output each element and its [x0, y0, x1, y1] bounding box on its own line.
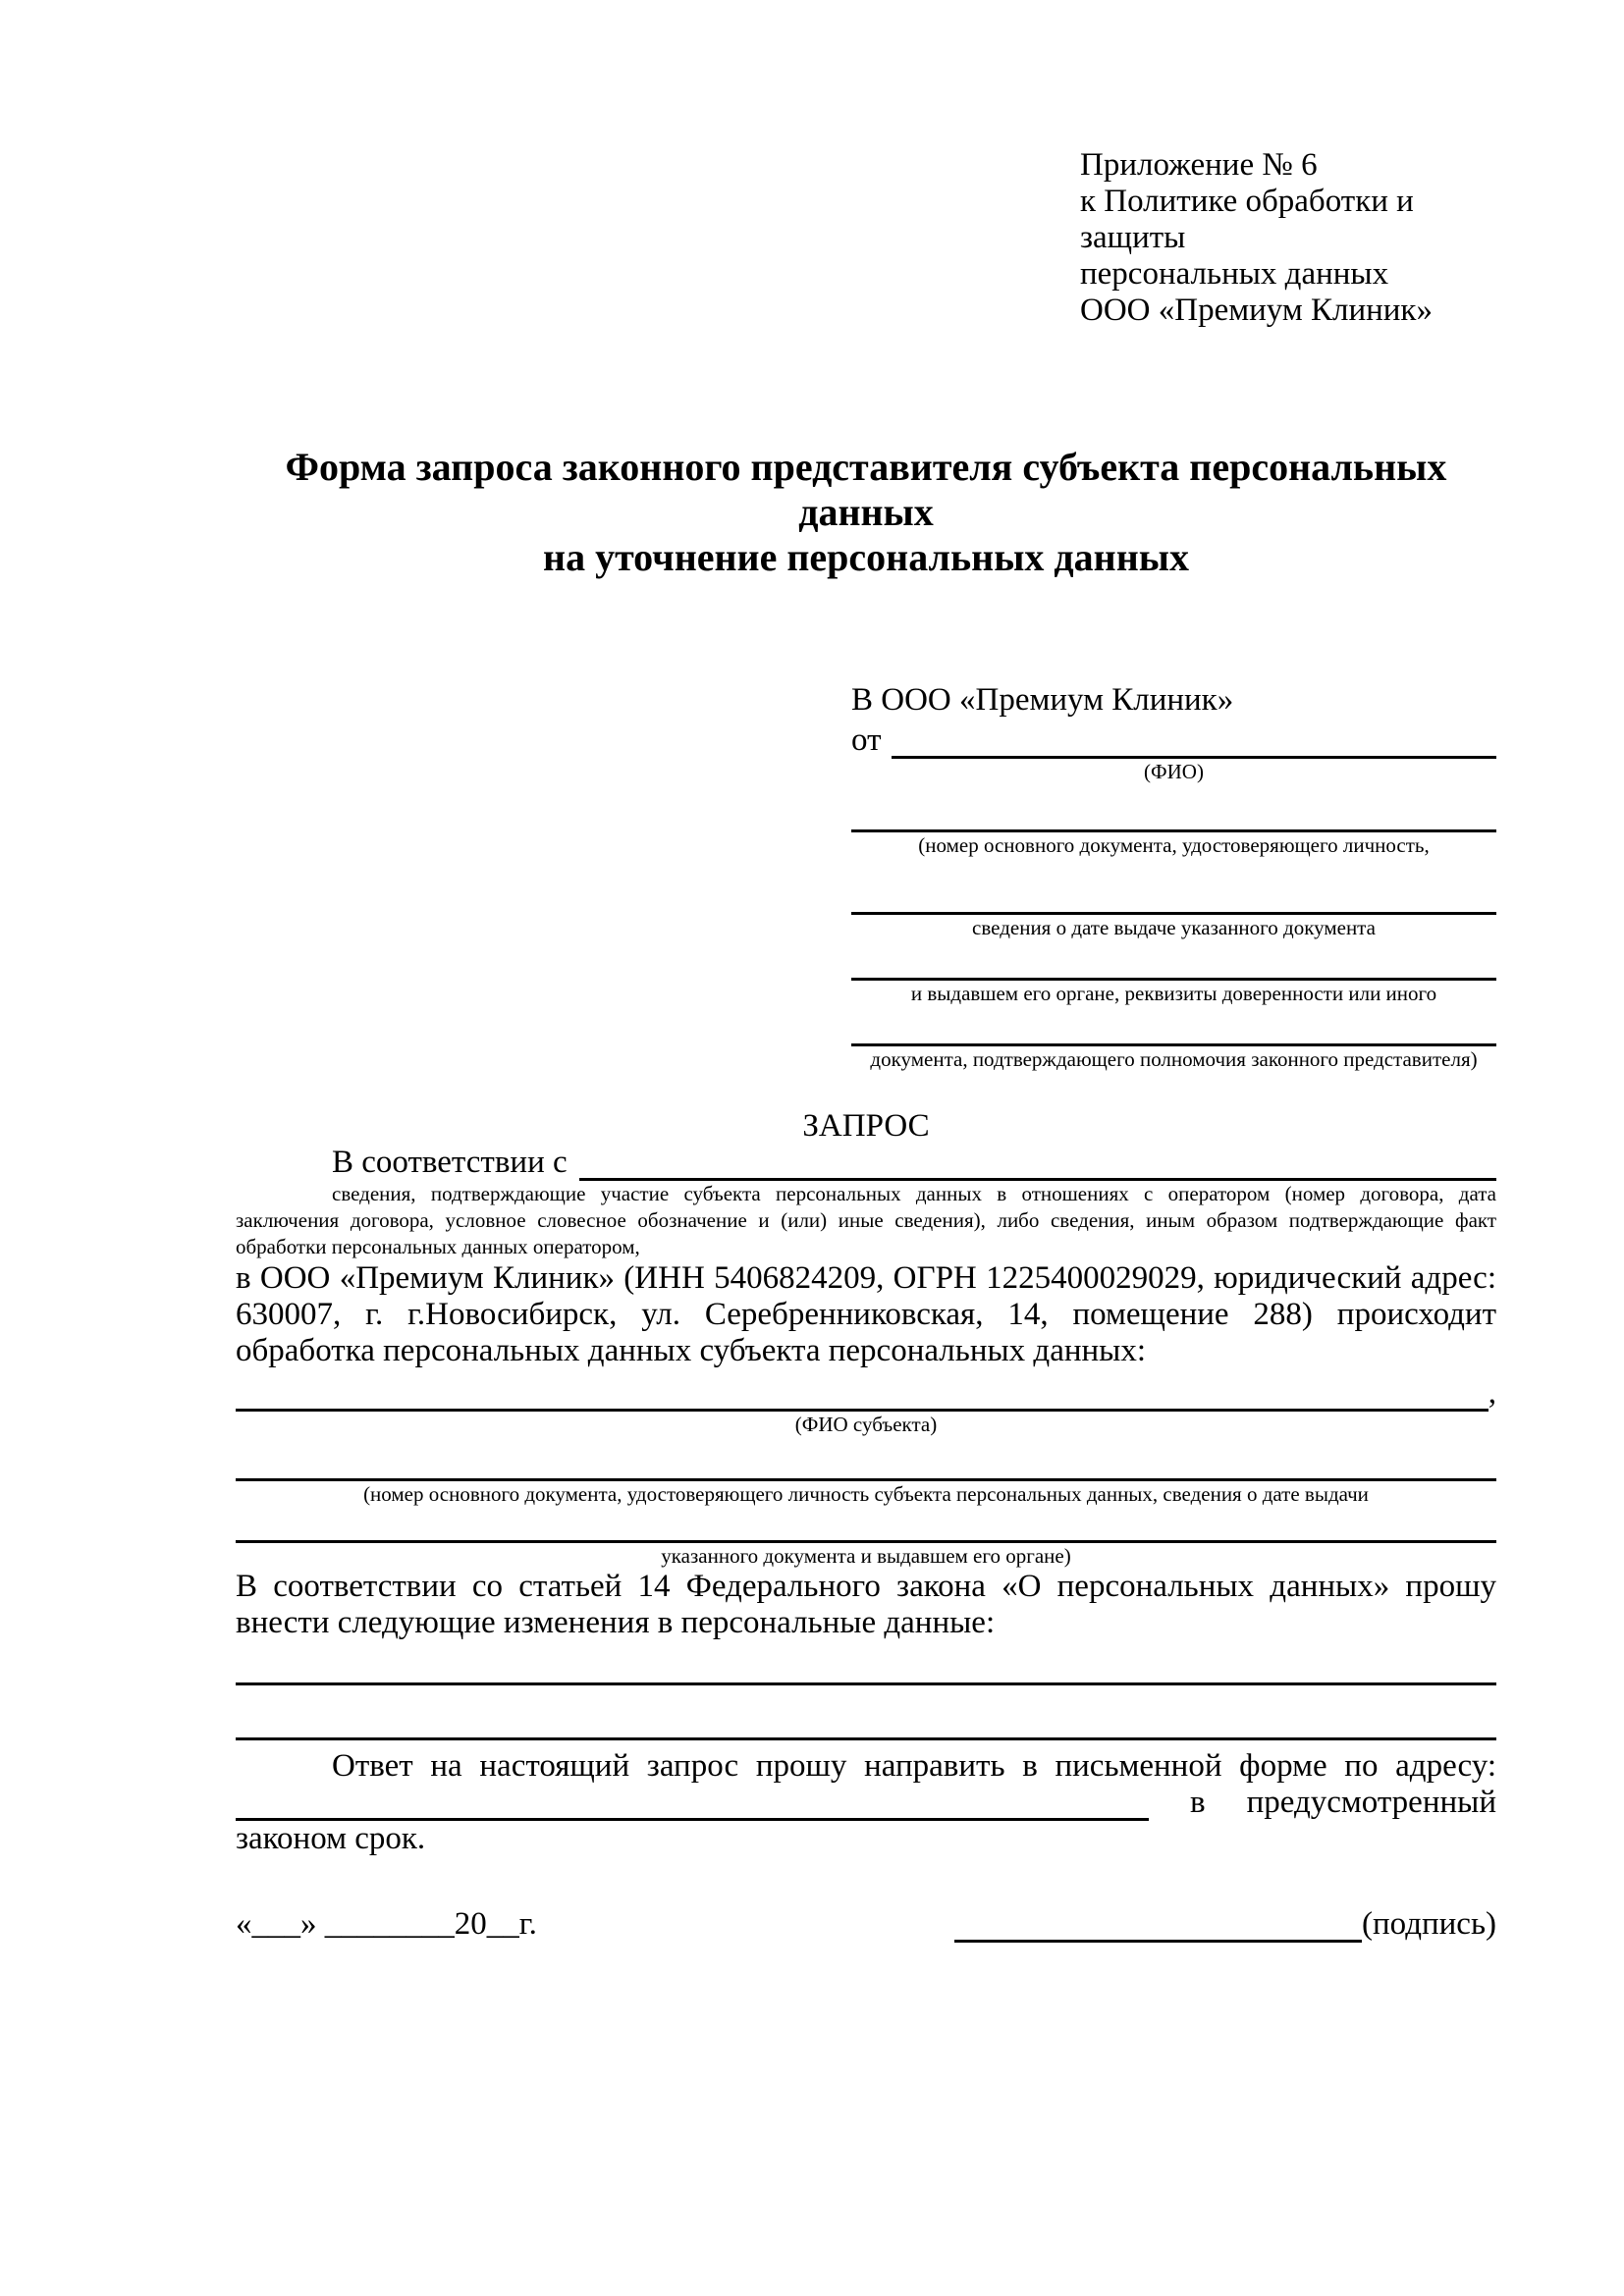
reply-address-line: законом срок. — [236, 1821, 426, 1856]
page-title-line: на уточнение персональных данных — [543, 535, 1189, 579]
subject-doc-field-line — [236, 1507, 1496, 1543]
subject-doc-caption: (номер основного документа, удостоверяющего личность субъекта персональных данных, сведения о дате выдачи — [363, 1482, 1369, 1506]
reply-address-field-line — [236, 1792, 1149, 1821]
representative-doc-field-line — [851, 1006, 1496, 1046]
fio-caption: (ФИО) — [1144, 760, 1204, 783]
subject-fio-caption: (ФИО субъекта) — [794, 1413, 938, 1436]
representative-doc-field-line — [851, 858, 1496, 915]
legal-basis-label: В соответствии с — [332, 1145, 568, 1180]
operator-info-line: в ООО «Премиум Клиник» (ИНН 5406824209, ОГРН 1225400029029, юридический адрес: — [236, 1260, 1496, 1296]
signature-block — [954, 1906, 1496, 1943]
representative-doc-field-line — [851, 784, 1496, 832]
request-heading: ЗАПРОС — [802, 1108, 930, 1144]
reply-address-paragraph — [236, 1748, 1496, 1857]
date-placeholder: «___» ________20__г. — [236, 1906, 537, 1942]
note-line: заключения договора, условное словесное обозначение и (или) иные сведения), либо сведения, иным образом подтверждающие факт — [236, 1208, 1496, 1232]
subject-fio-comma: , — [1488, 1375, 1496, 1411]
operator-info-line: 630007, г. г.Новосибирск, ул. Серебренниковская, 14, помещение 288) происходит — [236, 1297, 1496, 1332]
amendment-request-line: В соответствии со статьей 14 Федерального закона «О персональных данных» прошу — [236, 1569, 1496, 1604]
representative-doc-caption: и выдавшем его органе, реквизиты доверенности или иного — [910, 982, 1437, 1005]
legal-basis-field-line — [579, 1148, 1496, 1181]
appendix-ref-line: персональных данных — [1080, 256, 1389, 292]
amendment-blank-line — [236, 1641, 1496, 1685]
representative-doc-field-line — [851, 940, 1496, 981]
note-line: обработки персональных данных оператором, — [236, 1235, 640, 1258]
page-title-line: Форма запроса законного представителя субъекта персональных данных — [285, 445, 1447, 534]
subject-doc-field-line — [236, 1437, 1496, 1481]
date-signature-row — [236, 1906, 1496, 1943]
subject-fio-field-line — [236, 1389, 1489, 1412]
reply-address-line — [236, 1785, 1496, 1821]
legal-basis-line — [236, 1145, 1496, 1181]
amendment-blank-line — [236, 1685, 1496, 1740]
representative-doc-caption: сведения о дате выдаче указанного документа — [972, 916, 1376, 939]
reply-address-word: предусмотренный — [1246, 1785, 1496, 1820]
reply-address-word: в — [1190, 1785, 1206, 1820]
appendix-ref-line: ООО «Премиум Клиник» — [1080, 293, 1433, 328]
amendment-request-paragraph — [236, 1569, 1496, 1641]
addressee-block — [851, 682, 1496, 1072]
signature-caption: (подпись) — [1362, 1906, 1496, 1942]
reply-address-line: Ответ на настоящий запрос прошу направить в письменной форме по адресу: — [332, 1748, 1496, 1784]
appendix-reference — [1080, 147, 1496, 329]
representative-fio-field-line — [892, 726, 1497, 759]
representative-doc-caption: документа, подтверждающего полномочия законного представителя) — [870, 1047, 1478, 1071]
from-line — [851, 722, 1496, 759]
organization-name: В ООО «Премиум Клиник» — [851, 682, 1234, 718]
note-line: сведения, подтверждающие участие субъекта персональных данных в отношениях с оператором (номер договора, дата — [332, 1182, 1496, 1205]
subject-doc-caption: указанного документа и выдавшем его органе) — [661, 1544, 1071, 1568]
legal-basis-note — [236, 1181, 1496, 1260]
operator-info-line: обработка персональных данных субъекта персональных данных: — [236, 1333, 1146, 1368]
from-label: от — [851, 722, 882, 758]
appendix-ref-line: к Политике обработки и защиты — [1080, 184, 1414, 255]
appendix-ref-line: Приложение № 6 — [1080, 147, 1318, 183]
amendment-request-line: внести следующие изменения в персональные данные: — [236, 1605, 996, 1640]
page-title — [236, 445, 1496, 580]
subject-fio-line — [236, 1375, 1496, 1412]
representative-doc-caption: (номер основного документа, удостоверяющего личность, — [918, 833, 1430, 857]
operator-info-paragraph — [236, 1260, 1496, 1369]
signature-line — [954, 1914, 1362, 1943]
